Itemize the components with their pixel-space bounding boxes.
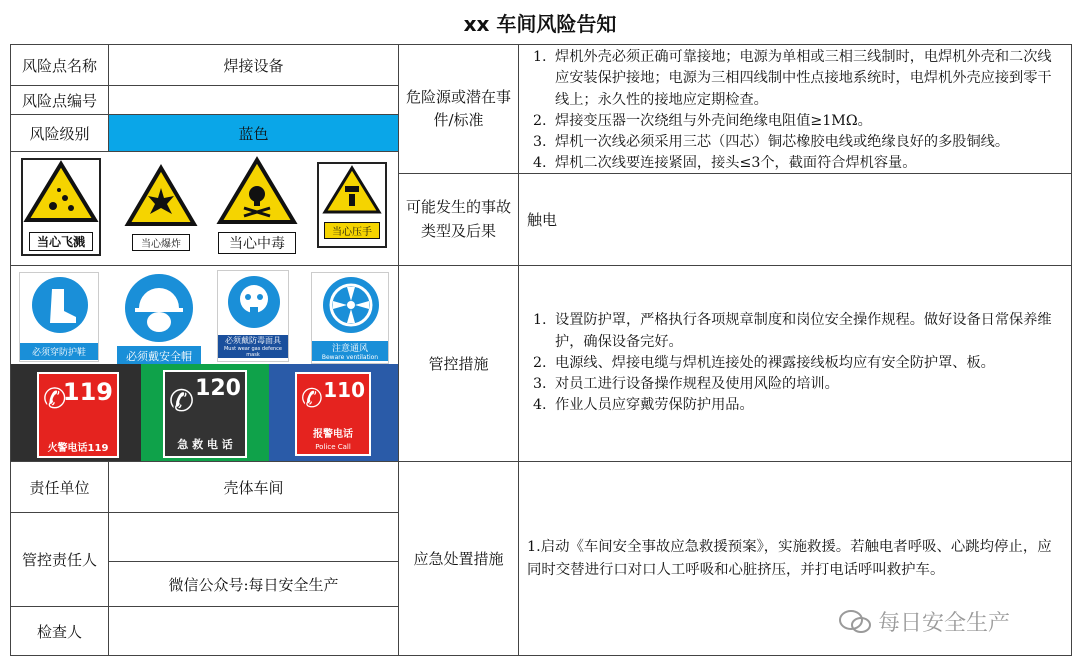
value-risk-name: 焊接设备	[108, 44, 399, 86]
mandatory-sign-gasmask: 必须戴防毒面具 Must wear gas defence mask	[217, 270, 289, 362]
control-content	[518, 265, 1072, 462]
mandatory-signs-area	[10, 265, 399, 462]
phone-110-panel	[269, 364, 398, 461]
label-emergency: 应急处置措施	[398, 461, 519, 656]
mandatory-sign-helmet: 必须戴安全帽	[117, 272, 201, 364]
list-item: 4. 焊机二次线要连接紧固，接头≤3个，截面符合焊机容量。	[551, 153, 1065, 174]
warning-sign-explosion: 当心爆炸	[122, 164, 200, 256]
warning-sign-hand: 当心压手	[317, 162, 387, 248]
list-item: 2. 电源线、焊接电缆与焊机连接处的裸露接线板均应有安全防护罩、板。	[551, 353, 1065, 374]
phone-110-sign: ✆ 110 报警电话 Police Call	[295, 372, 371, 456]
list-item: 4. 作业人员应穿戴劳保防护用品。	[551, 395, 1065, 416]
label-inspector: 检查人	[10, 606, 109, 656]
label-hazard: 危险源或潜在事件/标准	[398, 44, 519, 174]
list-item: 3. 对员工进行设备操作规程及使用风险的培训。	[551, 374, 1065, 395]
value-risk-level: 蓝色	[108, 114, 399, 152]
control-list	[519, 310, 1065, 416]
mandatory-sign-shoes: 必须穿防护鞋	[19, 272, 99, 362]
page-title: xx 车间风险告知	[463, 12, 617, 36]
label-risk-level: 风险级别	[10, 114, 109, 152]
label-unit: 责任单位	[10, 461, 109, 513]
phone-120-panel	[141, 364, 269, 461]
watermark: 每日安全生产	[838, 606, 1010, 637]
value-person-top	[108, 512, 399, 562]
ventilation-fan-icon	[312, 273, 390, 337]
list-item: 1. 焊机外壳必须正确可靠接地；电源为单相或三相三线制时，电焊机外壳和二次线应安装保护接地；电源为三相四线制中性点接地系统时，电焊机外壳应接到零干线上；永久性的接地应定期检查。	[551, 47, 1065, 111]
protective-shoes-icon	[20, 273, 100, 339]
hazard-list	[519, 47, 1065, 175]
list-item: 1. 设置防护罩，严格执行各项规章制度和岗位安全操作规程。做好设备日常保养维护，确保设备完好。	[551, 310, 1065, 353]
gas-mask-icon	[218, 271, 290, 333]
poison-warning-icon	[214, 156, 300, 226]
wechat-icon	[838, 609, 872, 635]
label-person: 管控责任人	[10, 512, 109, 607]
warning-signs-row	[10, 151, 399, 266]
warning-sign-splash: 当心飞溅	[21, 158, 101, 256]
label-accident: 可能发生的事故类型及后果	[398, 173, 519, 266]
splash-warning-icon	[23, 160, 99, 224]
value-person-bottom: 微信公众号:每日安全生产	[108, 561, 399, 607]
mandatory-sign-ventilation: 注意通风 Beware ventilation	[311, 272, 389, 364]
phone-icon: ✆	[43, 382, 67, 415]
emergency-phones-strip	[11, 364, 398, 461]
explosion-warning-icon	[122, 164, 200, 228]
warning-sign-poison: 当心中毒	[214, 156, 300, 258]
label-risk-no: 风险点编号	[10, 85, 109, 115]
safety-helmet-icon	[117, 272, 201, 344]
phone-icon: ✆	[301, 384, 323, 414]
phone-119-panel	[11, 364, 141, 461]
phone-120-sign: ✆ 120 急 救 电 话	[163, 370, 247, 458]
value-inspector	[108, 606, 399, 656]
value-unit: 壳体车间	[108, 461, 399, 513]
value-risk-no	[108, 85, 399, 115]
label-control: 管控措施	[398, 265, 519, 462]
list-item: 2. 焊接变压器一次绕组与外壳间绝缘电阻值≥1MΩ。	[551, 111, 1065, 132]
accident-content: 触电	[518, 173, 1072, 266]
hazard-content	[518, 44, 1072, 174]
phone-icon: ✆	[169, 384, 195, 419]
phone-119-sign: ✆ 119 火警电话119	[37, 372, 119, 458]
hand-crush-warning-icon	[319, 164, 385, 216]
list-item: 3. 焊机一次线必须采用三芯（四芯）铜芯橡胶电线或绝缘良好的多股铜线。	[551, 132, 1065, 153]
emergency-content: 1.启动《车间安全事故应急救援预案》，实施救援。若触电者呼吸、心跳均停止，应同时交替进行口对口人工呼吸和心脏挤压，并打电话呼叫救护车。	[518, 461, 1072, 656]
label-risk-name: 风险点名称	[10, 44, 109, 86]
